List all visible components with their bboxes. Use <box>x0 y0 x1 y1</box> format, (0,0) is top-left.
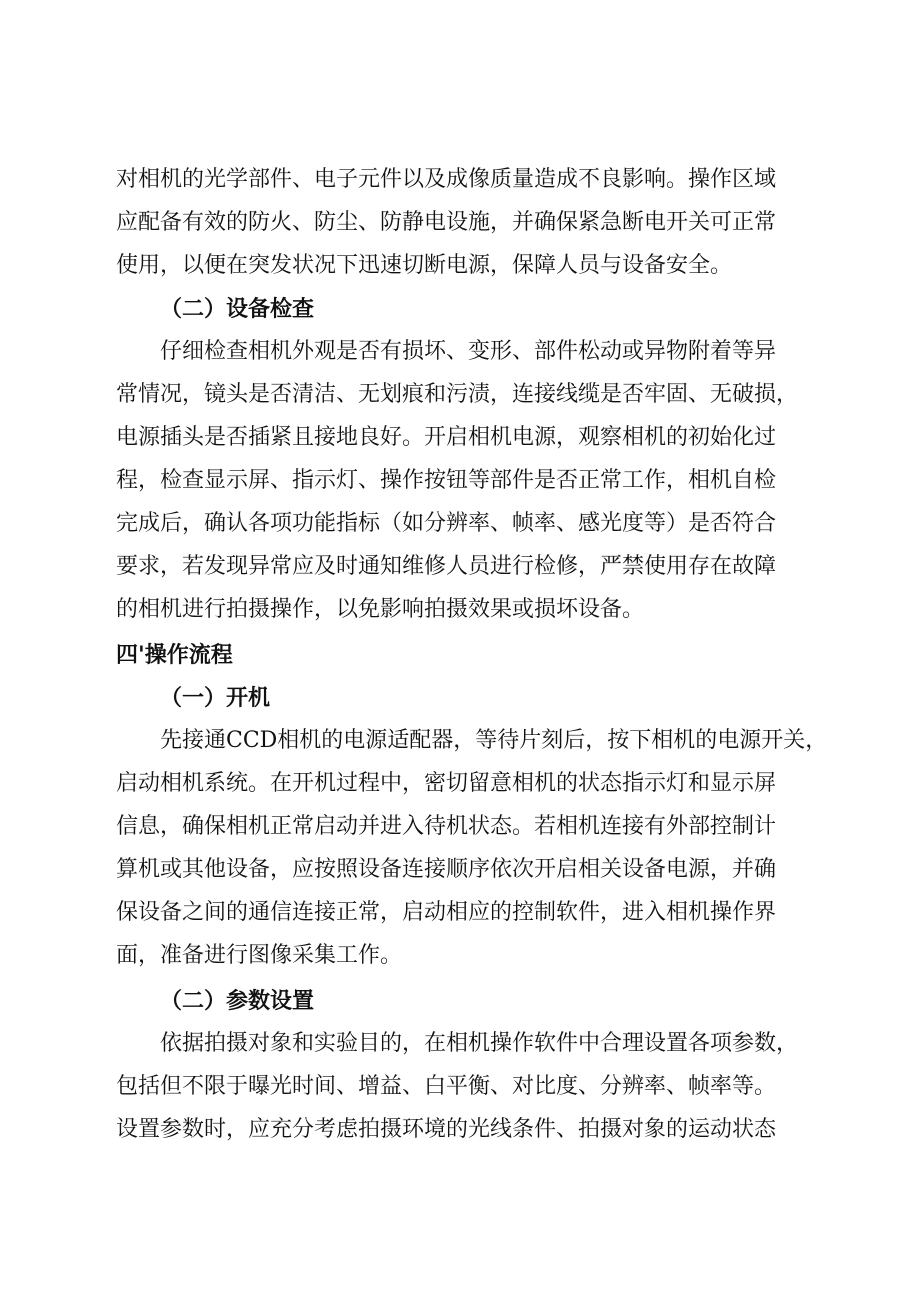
paragraph-line: 对相机的光学部件、电子元件以及成像质量造成不良影响。操作区域 <box>116 167 777 192</box>
paragraph-line: 面，准备进行图像采集工作。 <box>116 943 403 968</box>
paragraph-line: 程，检查显示屏、指示灯、操作按钮等部件是否正常工作，相机自检 <box>116 468 777 493</box>
paragraph-line: 启动相机系统。在开机过程中，密切留意相机的状态指示灯和显示屏 <box>116 771 777 796</box>
section-heading-power-on: （一）开机 <box>160 685 271 711</box>
section-heading-equipment-check: （二）设备检查 <box>160 296 315 322</box>
paragraph-line: 依据拍摄对象和实验目的，在相机操作软件中合理设置各项参数， <box>160 1031 799 1056</box>
paragraph-line: 设置参数时，应充分考虑拍摄环境的光线条件、拍摄对象的运动状态 <box>116 1117 777 1142</box>
section-heading-param-settings: （二）参数设置 <box>160 988 315 1014</box>
paragraph-line: 要求，若发现异常应及时通知维修人员进行检修，严禁使用存在故障 <box>116 554 777 579</box>
paragraph-line: 的相机进行拍摄操作，以免影响拍摄效果或损坏设备。 <box>116 597 645 622</box>
paragraph-line: 应配备有效的防火、防尘、防静电设施，并确保紧急断电开关可正常 <box>116 210 777 235</box>
paragraph-line: 仔细检查相机外观是否有损坏、变形、部件松动或异物附着等异 <box>160 339 777 364</box>
paragraph-line: 完成后，确认各项功能指标（如分辨率、帧率、感光度等）是否符合 <box>116 511 777 536</box>
paragraph-line: 保设备之间的通信连接正常，启动相应的控制软件，进入相机操作界 <box>116 900 777 925</box>
paragraph-line: 先接通CCD相机的电源适配器，等待片刻后，按下相机的电源开关， <box>160 728 828 753</box>
paragraph-line: 常情况，镜头是否清洁、无划痕和污渍，连接线缆是否牢固、无破损， <box>116 382 799 407</box>
paragraph-line: 算机或其他设备，应按照设备连接顺序依次开启相关设备电源，并确 <box>116 857 777 882</box>
paragraph-line: 信息，确保相机正常启动并进入待机状态。若相机连接有外部控制计 <box>116 814 777 839</box>
chapter-heading-operation-flow: 四'操作流程 <box>116 642 233 668</box>
paragraph-line: 电源插头是否插紧且接地良好。开启相机电源，观察相机的初始化过 <box>116 425 777 450</box>
paragraph-line: 包括但不限于曝光时间、增益、白平衡、对比度、分辨率、帧率等。 <box>116 1074 777 1099</box>
paragraph-line: 使用，以便在突发状况下迅速切断电源，保障人员与设备安全。 <box>116 253 733 278</box>
